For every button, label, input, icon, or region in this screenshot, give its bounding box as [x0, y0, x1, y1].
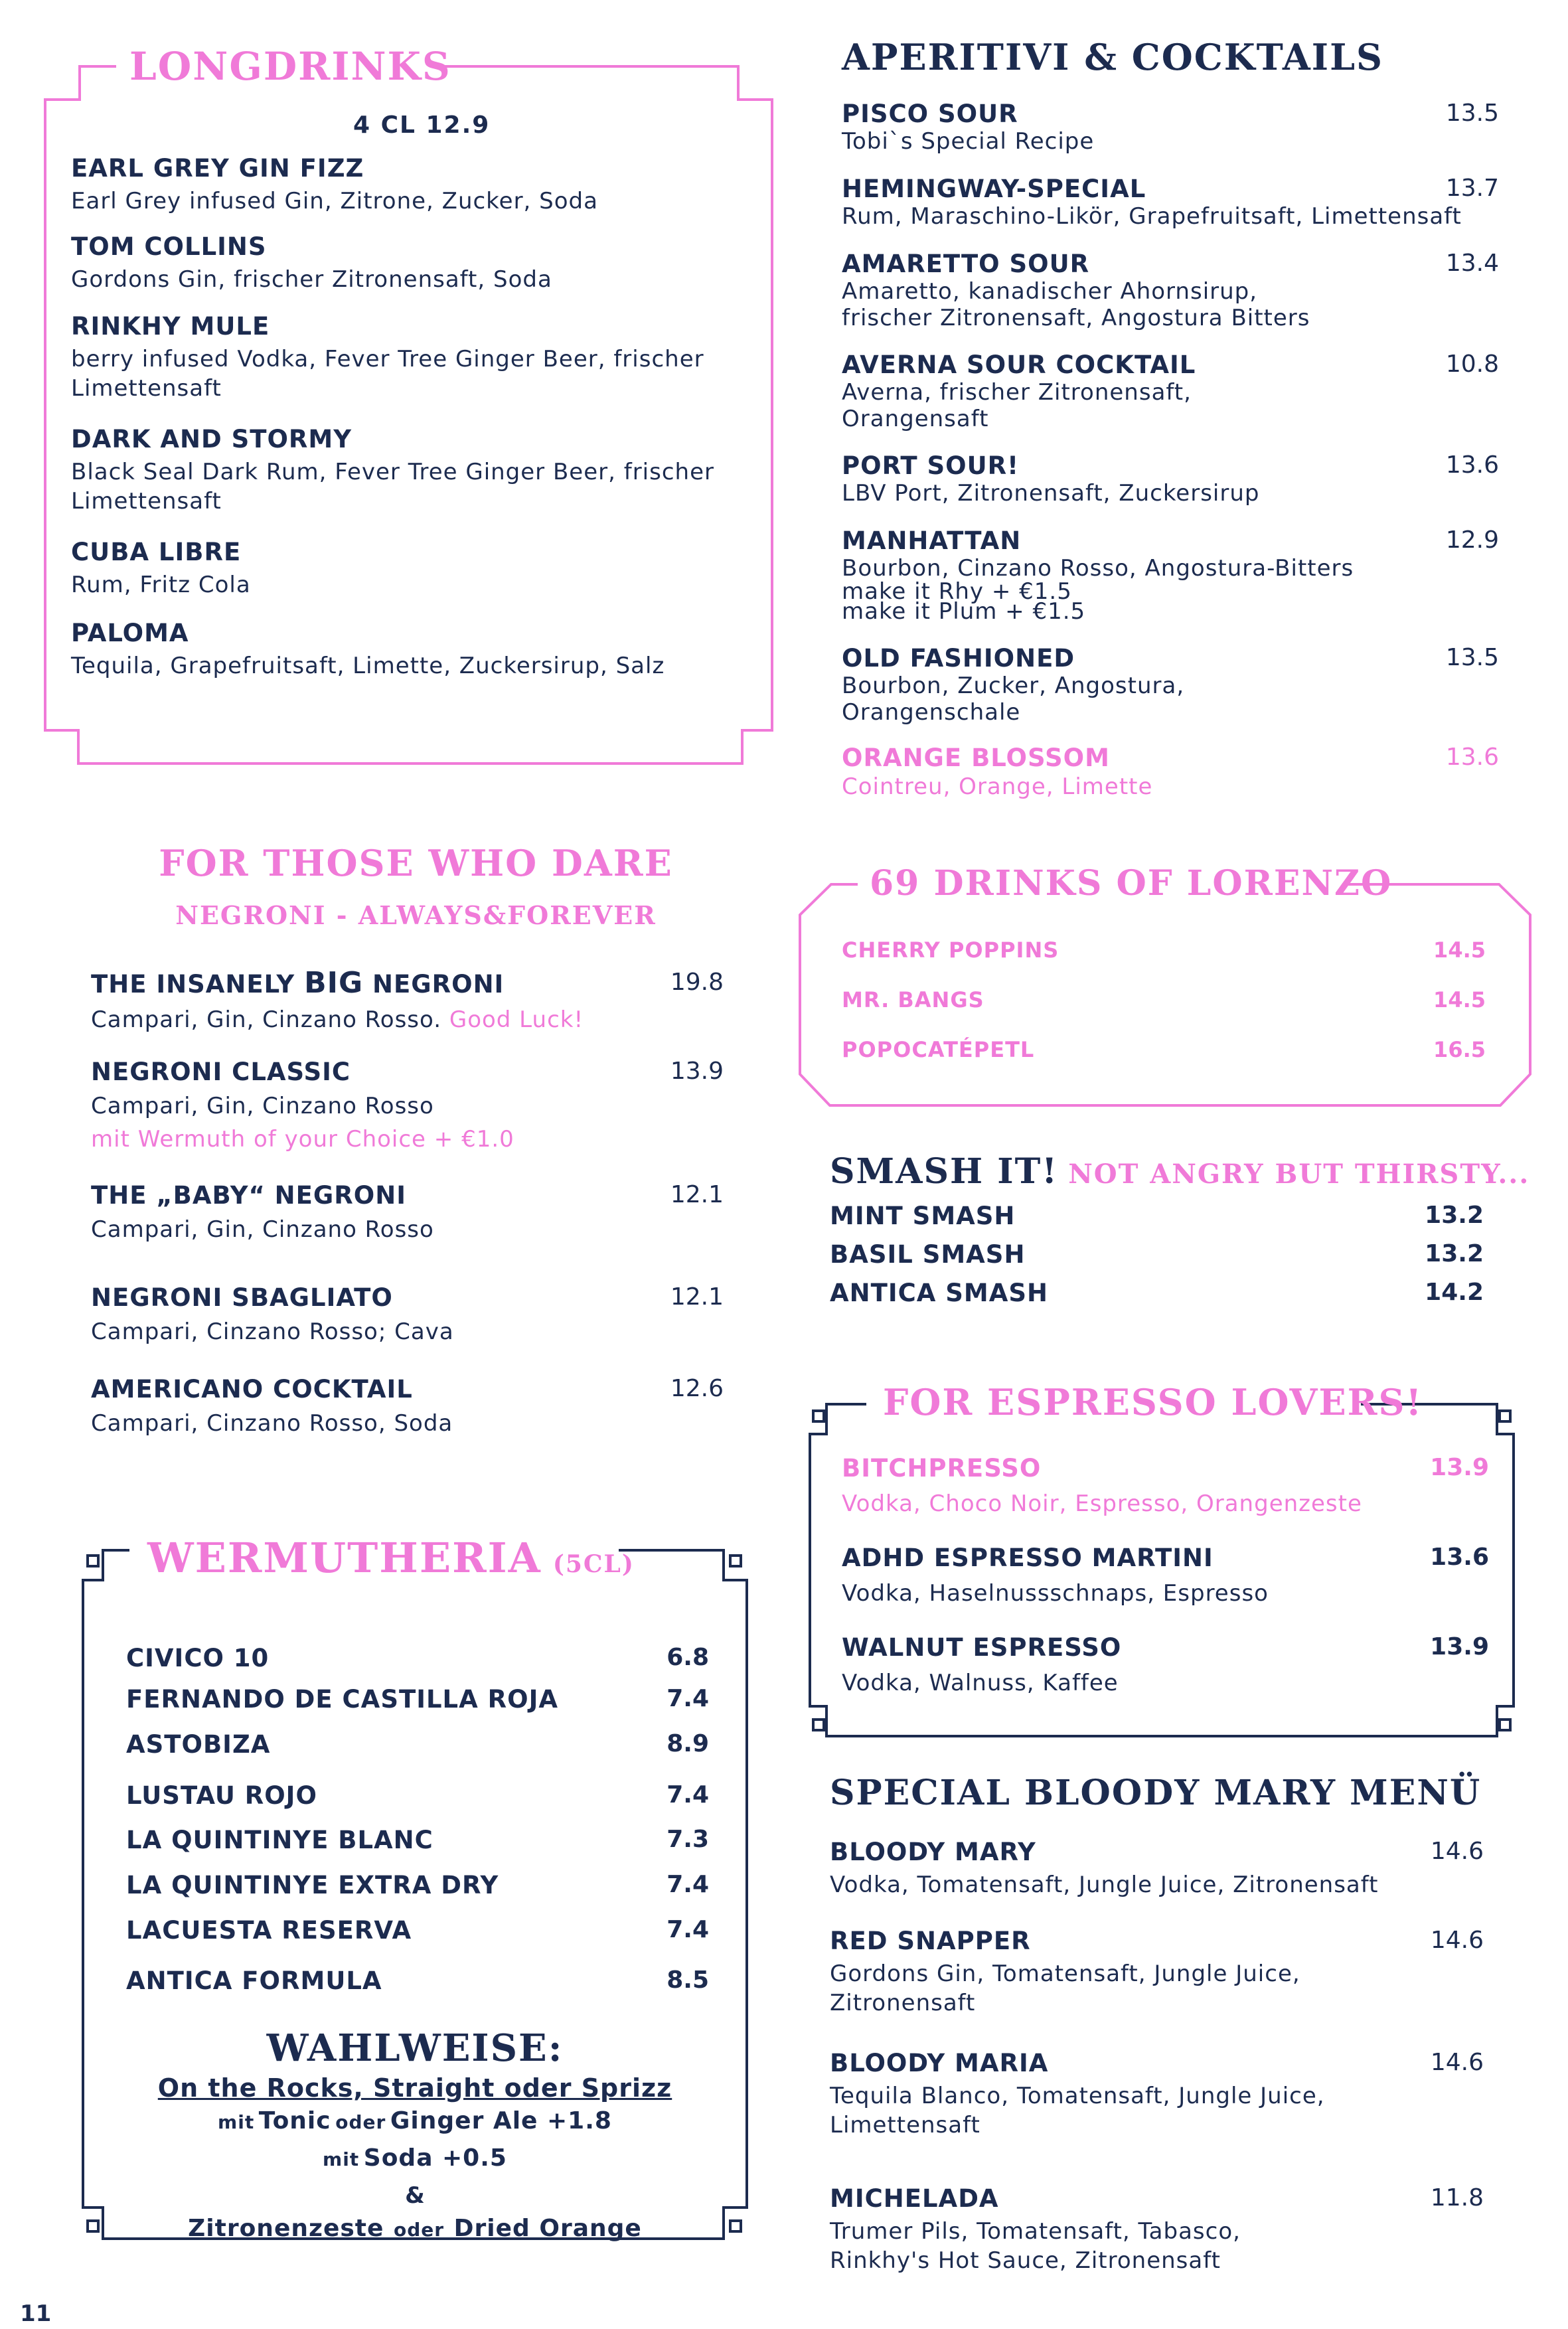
- aperitivi-title: APERITIVI & COCKTAILS: [842, 36, 1384, 78]
- drink-name: BASIL SMASH: [830, 1240, 1026, 1269]
- drink-description: Limettensaft: [71, 375, 222, 402]
- smash-subtitle: NOT ANGRY BUT THIRSTY...: [1068, 1159, 1530, 1190]
- drink-price: 8.9: [666, 1730, 709, 1757]
- cocktail-item: [842, 451, 1499, 507]
- drink-description: Trumer Pils, Tomatensaft, Tabasco,: [830, 2218, 1241, 2245]
- smash-item: [830, 1240, 1484, 1269]
- options-title: WAHLWEISE:: [266, 2026, 564, 2070]
- drink-name-part: NEGRONI: [363, 970, 505, 999]
- drink-name: NEGRONI SBAGLIATO: [91, 1283, 393, 1312]
- drink-name: FERNANDO DE CASTILLA ROJA: [126, 1685, 558, 1714]
- drink-name: LA QUINTINYE BLANC: [126, 1826, 433, 1854]
- smash-item: [830, 1279, 1484, 1307]
- vermouth-item: [126, 1685, 709, 1714]
- smash-title: SMASH IT!: [830, 1151, 1059, 1192]
- options-ginger: Ginger Ale +1.8: [390, 2107, 612, 2134]
- options-connector: mit: [218, 2111, 255, 2133]
- options-zeste: Zitronenzeste: [188, 2215, 384, 2242]
- drink-name: OLD FASHIONED: [842, 644, 1075, 673]
- drink-name: CIVICO 10: [126, 1644, 270, 1672]
- drink-price: 13.6: [1430, 1544, 1489, 1571]
- options-connector: oder: [335, 2111, 386, 2133]
- wermutheria-size: (5CL): [552, 1550, 635, 1578]
- drink-description: Vodka, Tomatensaft, Jungle Juice, Zitronensaft: [830, 1872, 1379, 1898]
- drink-name: RINKHY MULE: [71, 312, 270, 341]
- drink-description: frischer Zitronensaft, Angostura Bitters: [842, 305, 1310, 331]
- drink-price: 12.1: [670, 1283, 724, 1311]
- options-connector: oder: [393, 2219, 445, 2241]
- espresso-title: FOR ESPRESSO LOVERS!: [883, 1381, 1423, 1423]
- drink-price: 11.8: [1430, 2184, 1484, 2211]
- drink-name: AVERNA SOUR COCKTAIL: [842, 351, 1196, 379]
- espresso-item: [842, 1544, 1489, 1607]
- drink-price: 8.5: [666, 1967, 709, 1994]
- page-number: 11: [20, 2300, 52, 2327]
- negroni-item: [91, 966, 724, 1033]
- drink-price: 7.4: [666, 1685, 709, 1712]
- drink-description: Orangensaft: [842, 406, 989, 432]
- drink-name: ORANGE BLOSSOM: [842, 744, 1110, 772]
- drink-description: Vodka, Walnuss, Kaffee: [842, 1670, 1119, 1696]
- drink-name: POPOCATÉPETL: [842, 1037, 1035, 1062]
- drink-price: 14.2: [1425, 1279, 1484, 1306]
- drink-description: Bourbon, Zucker, Angostura,: [842, 673, 1185, 699]
- vermouth-item: [126, 1916, 709, 1945]
- options-serve: On the Rocks, Straight oder Sprizz: [157, 2073, 672, 2103]
- options-tonic-line: [83, 2105, 747, 2142]
- drink-price: 14.6: [1430, 1838, 1484, 1865]
- drink-name: LUSTAU ROJO: [126, 1781, 317, 1810]
- drink-price: 6.8: [666, 1644, 709, 1671]
- longdrink-item: [71, 538, 251, 598]
- drink-description: Tobi`s Special Recipe: [842, 128, 1095, 155]
- negroni-item: [91, 1058, 724, 1153]
- drink-price: 13.4: [1445, 250, 1499, 277]
- drink-name-emphasis: BIG: [304, 966, 364, 1000]
- drink-name: ANTICA SMASH: [830, 1279, 1048, 1307]
- drink-description: Campari, Cinzano Rosso; Cava: [91, 1319, 454, 1345]
- drink-name: MR. BANGS: [842, 987, 984, 1012]
- drink-name: [91, 966, 505, 1000]
- options-tonic: Tonic: [258, 2107, 331, 2134]
- drink-name: ANTICA FORMULA: [126, 1967, 382, 1995]
- drink-price: 13.6: [1445, 744, 1499, 771]
- longdrinks-title: LONGDRINKS: [129, 44, 451, 89]
- vermouth-item: [126, 1644, 709, 1672]
- drink-price: 7.4: [666, 1916, 709, 1943]
- drink-price: 7.3: [666, 1826, 709, 1853]
- drink-price: 13.7: [1445, 175, 1499, 202]
- drink-name: MICHELADA: [830, 2184, 999, 2213]
- drink-description: Tequila, Grapefruitsaft, Limette, Zuckersirup, Salz: [71, 653, 665, 679]
- drink-price: 14.6: [1430, 1927, 1484, 1954]
- drink-price: 13.9: [1430, 1454, 1489, 1481]
- drink-description: Rum, Fritz Cola: [71, 572, 251, 598]
- drink-description: Earl Grey infused Gin, Zitrone, Zucker, Soda: [71, 188, 598, 214]
- drink-price: 10.8: [1445, 351, 1499, 378]
- cocktail-item: [842, 351, 1499, 432]
- longdrink-item: [71, 232, 552, 293]
- drink-description: Campari, Gin, Cinzano Rosso.: [91, 1006, 449, 1033]
- drink-name-part: THE INSANELY: [91, 970, 305, 999]
- smash-item: [830, 1202, 1484, 1230]
- drink-description: Vodka, Choco Noir, Espresso, Orangenzeste: [842, 1490, 1362, 1517]
- drink-option: make it Plum + €1.5: [842, 598, 1086, 625]
- vermouth-item: [126, 1730, 709, 1759]
- drink-name: MINT SMASH: [830, 1202, 1016, 1230]
- options-connector: mit: [323, 2148, 360, 2170]
- drink-name: LACUESTA RESERVA: [126, 1916, 412, 1945]
- drink-price: 13.6: [1445, 451, 1499, 479]
- bloody-title: SPECIAL BLOODY MARY MENÜ: [830, 1773, 1482, 1813]
- dare-title: FOR THOSE WHO DARE: [159, 842, 673, 884]
- longdrink-item: [71, 154, 598, 214]
- drink-name: DARK AND STORMY: [71, 425, 353, 453]
- drink-name: NEGRONI CLASSIC: [91, 1058, 351, 1086]
- drink-name: HEMINGWAY-SPECIAL: [842, 175, 1146, 203]
- drink-description: Orangenschale: [842, 699, 1021, 726]
- cocktail-item: [842, 175, 1499, 230]
- cocktail-item: [842, 526, 1499, 625]
- lorenzo-title: 69 DRINKS OF LORENZO: [870, 863, 1393, 904]
- drink-price: 16.5: [1433, 1037, 1486, 1062]
- bloody-item: [830, 1927, 1484, 2016]
- bloody-item: [830, 2049, 1484, 2138]
- drink-note: Good Luck!: [449, 1006, 584, 1033]
- drink-price: 14.5: [1433, 987, 1486, 1012]
- drink-price: 13.9: [670, 1058, 724, 1085]
- drink-name: LA QUINTINYE EXTRA DRY: [126, 1871, 499, 1899]
- drink-description: Campari, Gin, Cinzano Rosso: [91, 1093, 434, 1119]
- drink-price: 13.2: [1425, 1202, 1484, 1229]
- drink-description: Vodka, Haselnussschnaps, Espresso: [842, 1580, 1269, 1607]
- drink-description: LBV Port, Zitronensaft, Zuckersirup: [842, 480, 1260, 507]
- drink-name: WALNUT ESPRESSO: [842, 1633, 1122, 1662]
- drink-price: 13.5: [1445, 644, 1499, 671]
- lorenzo-item: [842, 987, 1486, 1012]
- drink-description: Limettensaft: [830, 2112, 980, 2138]
- drink-description: Bourbon, Cinzano Rosso, Angostura-Bitters: [842, 555, 1354, 582]
- drink-price: 13.2: [1425, 1240, 1484, 1267]
- drink-price: 13.9: [1430, 1633, 1489, 1660]
- negroni-item: [91, 1181, 724, 1243]
- drink-description: Rinkhy's Hot Sauce, Zitronensaft: [830, 2247, 1221, 2274]
- drink-description: Campari, Gin, Cinzano Rosso: [91, 1216, 434, 1243]
- lorenzo-item: [842, 937, 1486, 963]
- drink-name: AMARETTO SOUR: [842, 250, 1090, 278]
- vermouth-item: [126, 1781, 709, 1810]
- options-soda: Soda +0.5: [363, 2144, 507, 2172]
- drink-price: 19.8: [670, 969, 724, 996]
- drink-name: BLOODY MARY: [830, 1838, 1036, 1866]
- vermouth-item: [126, 1967, 709, 1995]
- bloody-item: [830, 1838, 1484, 1898]
- drink-option: make it Rhy + €1.5: [842, 578, 1072, 605]
- drink-name: ASTOBIZA: [126, 1730, 271, 1759]
- drink-price: 12.1: [670, 1181, 724, 1208]
- drink-name: ADHD ESPRESSO MARTINI: [842, 1544, 1214, 1572]
- drink-description: berry infused Vodka, Fever Tree Ginger Beer, frischer: [71, 346, 704, 372]
- drink-description: Tequila Blanco, Tomatensaft, Jungle Juice,: [830, 2083, 1325, 2109]
- cocktail-item: [842, 744, 1499, 800]
- drink-price: 14.6: [1430, 2049, 1484, 2076]
- drink-description: Gordons Gin, frischer Zitronensaft, Soda: [71, 266, 552, 293]
- drink-price: 7.4: [666, 1781, 709, 1808]
- drink-description: Averna, frischer Zitronensaft,: [842, 379, 1192, 406]
- drink-description: Campari, Cinzano Rosso, Soda: [91, 1410, 453, 1437]
- espresso-item: [842, 1633, 1489, 1696]
- drink-description: Limettensaft: [71, 488, 222, 515]
- vermouth-item: [126, 1826, 709, 1854]
- options-garnish-line: [83, 2212, 747, 2249]
- drink-price: 14.5: [1433, 937, 1486, 963]
- drink-name: RED SNAPPER: [830, 1927, 1031, 1955]
- drink-name: BLOODY MARIA: [830, 2049, 1049, 2077]
- drink-name: THE „BABY“ NEGRONI: [91, 1181, 406, 1210]
- cocktail-item: [842, 250, 1499, 331]
- drink-price: 7.4: [666, 1871, 709, 1898]
- wermutheria-title: WERMUTHERIA: [147, 1534, 542, 1582]
- longdrinks-subtitle: 4 CL 12.9: [353, 112, 491, 139]
- options-dried-orange: Dried Orange: [453, 2215, 642, 2242]
- drink-name: AMERICANO COCKTAIL: [91, 1375, 413, 1404]
- drink-description: Amaretto, kanadischer Ahornsirup,: [842, 278, 1258, 305]
- negroni-item: [91, 1375, 724, 1437]
- drink-option: mit Wermuth of your Choice + €1.0: [91, 1126, 514, 1153]
- vermouth-item: [126, 1871, 709, 1899]
- longdrink-item: [71, 619, 665, 679]
- cocktail-item: [842, 644, 1499, 726]
- drink-description: Black Seal Dark Rum, Fever Tree Ginger Beer, frischer: [71, 459, 714, 485]
- drink-name: CHERRY POPPINS: [842, 937, 1059, 963]
- drink-name: CUBA LIBRE: [71, 538, 242, 566]
- drink-name: TOM COLLINS: [71, 232, 267, 261]
- drink-price: 12.9: [1445, 526, 1499, 554]
- drink-name: PALOMA: [71, 619, 189, 647]
- wermutheria-options: [83, 2025, 747, 2249]
- drink-name: BITCHPRESSO: [842, 1454, 1042, 1483]
- drink-price: 12.6: [670, 1375, 724, 1402]
- drink-name: MANHATTAN: [842, 526, 1022, 555]
- negroni-item: [91, 1283, 724, 1345]
- drink-description: Cointreu, Orange, Limette: [842, 773, 1153, 800]
- drink-description: Rum, Maraschino-Likör, Grapefruitsaft, Limettensaft: [842, 203, 1462, 230]
- drink-description: Gordons Gin, Tomatensaft, Jungle Juice,: [830, 1961, 1300, 1987]
- drink-price: 13.5: [1445, 100, 1499, 127]
- drink-name: PISCO SOUR: [842, 100, 1018, 128]
- dare-subtitle: NEGRONI - ALWAYS&FOREVER: [175, 900, 657, 930]
- drink-name: PORT SOUR!: [842, 451, 1020, 480]
- bloody-item: [830, 2184, 1484, 2274]
- drink-description: Zitronensaft: [830, 1990, 976, 2016]
- options-ampersand: &: [405, 2182, 425, 2209]
- wermutheria-header: [147, 1534, 635, 1582]
- espresso-item: [842, 1454, 1489, 1517]
- longdrink-item: [71, 312, 704, 402]
- cocktail-item: [842, 100, 1499, 155]
- lorenzo-item: [842, 1037, 1486, 1062]
- options-soda-line: [83, 2142, 747, 2179]
- smash-header: [830, 1151, 1529, 1192]
- drink-name: EARL GREY GIN FIZZ: [71, 154, 364, 183]
- longdrink-item: [71, 425, 714, 515]
